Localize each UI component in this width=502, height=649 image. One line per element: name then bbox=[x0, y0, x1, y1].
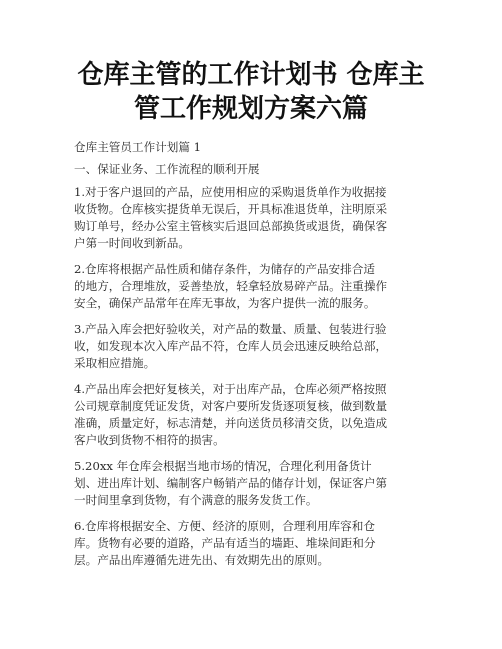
paragraph-1-line-3: 购订单号，经办公室主管核实后退回总部换货或退货，确保客 bbox=[74, 219, 388, 233]
paragraph-5-line-3: 一时间里拿到货物，有个满意的服务发货工作。 bbox=[74, 493, 318, 507]
title-line-2: 管工作规划方案六篇 bbox=[133, 94, 368, 124]
document-title bbox=[40, 58, 462, 126]
paragraph-5-line-1: 5.20xx 年仓库会根据当地市场的情况，合理化利用备货计 bbox=[74, 459, 372, 473]
paragraph-3-line-3: 采取相应措施。 bbox=[74, 356, 156, 370]
paragraph-3-line-1: 3.产品入库会把好验收关，对产品的数量、质量、包装进行验 bbox=[74, 322, 387, 336]
paragraph-4-line-4: 客户收到货物不相符的损害。 bbox=[74, 433, 225, 447]
paragraph-1-line-1: 1.对于客户退回的产品，应使用相应的采购退货单作为收据接 bbox=[74, 185, 387, 199]
paragraph-2-line-2: 的地方，合理堆放，妥善垫放，轻拿轻放易碎产品。注重操作 bbox=[74, 279, 388, 293]
paragraph-1-line-4: 户第一时间收到新品。 bbox=[74, 236, 190, 250]
paragraph-5-line-2: 划、进出库计划、编制客户畅销产品的储存计划，保证客户第 bbox=[74, 476, 388, 490]
paragraph-1-line-2: 收货物。仓库核实提货单无误后，开具标准退货单，注明原采 bbox=[74, 202, 388, 216]
section-title: 仓库主管员工作计划篇 1 bbox=[74, 140, 201, 154]
paragraph-4-line-3: 准确，质量定好，标志清楚，并向送货员移清交货，以免造成 bbox=[74, 416, 388, 430]
paragraph-6-line-1: 6.仓库将根据安全、方便、经济的原则，合理利用库容和仓 bbox=[74, 519, 375, 533]
paragraph-4-line-2: 公司规章制度凭证发货，对客户要所发货逐项复核，做到数量 bbox=[74, 399, 388, 413]
subsection-title: 一、保证业务、工作流程的顺利开展 bbox=[74, 162, 260, 176]
paragraph-2-line-1: 2.仓库将根据产品性质和储存条件，为储存的产品安排合适 bbox=[74, 262, 375, 276]
paragraph-6-line-3: 层。产品出库遵循先进先出、有效期先出的原则。 bbox=[74, 553, 330, 567]
paragraph-2-line-3: 安全，确保产品常年在库无事故，为客户提供一流的服务。 bbox=[74, 296, 376, 310]
paragraph-3-line-2: 收，如发现本次入库产品不符，仓库人员会迅速反映给总部， bbox=[74, 339, 388, 353]
paragraph-6-line-2: 库。货物有必要的道路，产品有适当的墙距、堆垛间距和分 bbox=[74, 536, 376, 550]
title-line-1: 仓库主管的工作计划书 仓库主 bbox=[77, 60, 425, 90]
paragraph-4-line-1: 4.产品出库会把好复核关，对于出库产品，仓库必须严格按照 bbox=[74, 382, 387, 396]
